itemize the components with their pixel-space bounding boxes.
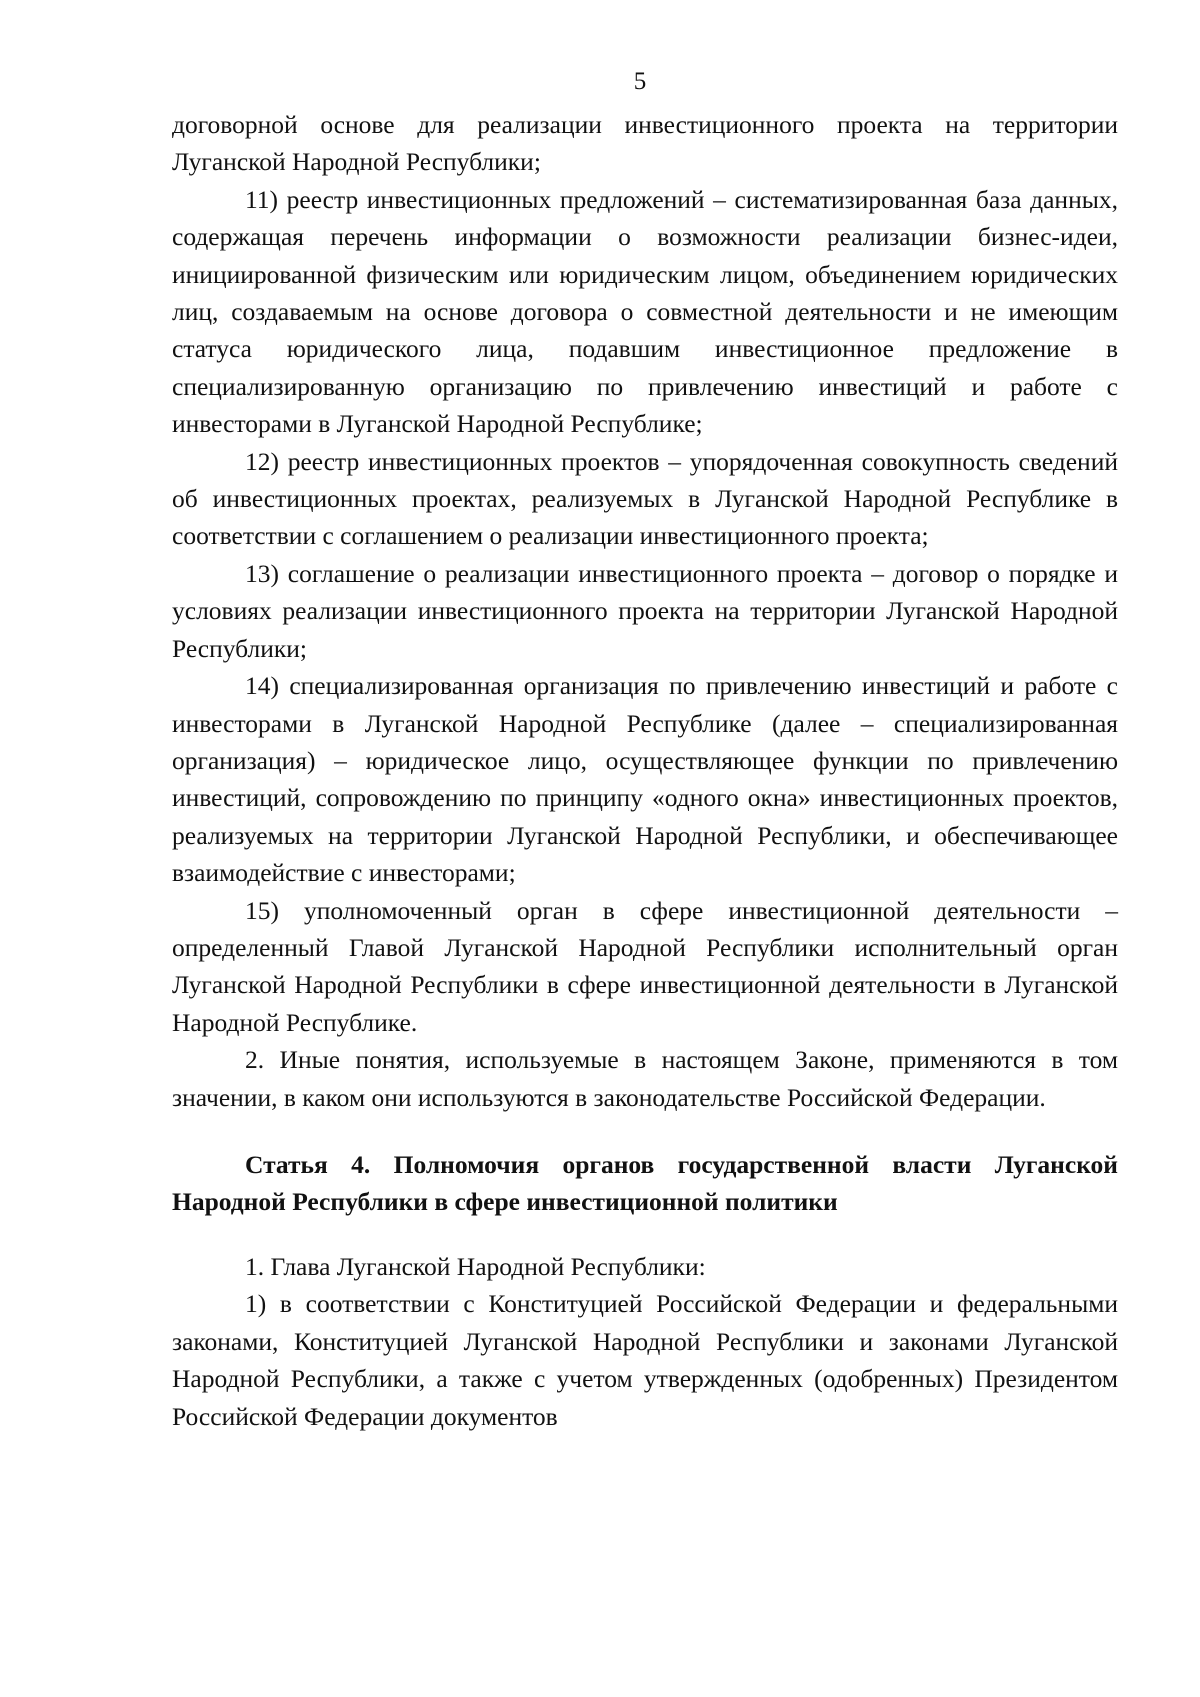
article-paragraph-2: 1) в соответствии с Конституцией Российской Федерации и федеральными законами, Конституцией Луганской Народной Республики и законами Луганской Народной Республики, а также с учетом утвержденных (одобренных) Президентом Российской Федерации документов — [172, 1289, 1118, 1431]
paragraph-item-14: 14) специализированная организация по привлечению инвестиций и работе с инвесторами в Луганской Народной Республике (далее – специализированная организация) – юридическое лицо, осуществляющее функции по привлечению инвестиций, сопровождению по принципу «одного окна» инвестиционных проектов, реализуемых на территории Луганской Народной Республики, и обеспечивающее взаимодействие с инвесторами; — [172, 671, 1118, 888]
paragraph-continuation: договорной основе для реализации инвестиционного проекта на территории Луганской Народной Республики; — [172, 110, 1118, 177]
article-heading: Статья 4. Полномочия органов государственной власти Луганской Народной Республики в сфере инвестиционной политики — [172, 1149, 1118, 1216]
paragraph-item-13: 13) соглашение о реализации инвестиционного проекта – договор о порядке и условиях реализации инвестиционного проекта на территории Луганской Народной Республики; — [172, 558, 1118, 663]
article-paragraph-1: 1. Глава Луганской Народной Республики: — [245, 1251, 706, 1281]
paragraph-item-15: 15) уполномоченный орган в сфере инвестиционной деятельности – определенный Главой Луганской Народной Республики исполнительный орган Луганской Народной Республики в сфере инвестиционной деятельности в Луганской Народной Республике. — [172, 895, 1118, 1037]
paragraph-item-11: 11) реестр инвестиционных предложений – систематизированная база данных, содержащая перечень информации о возможности реализации бизнес-идеи, инициированной физическим или юридическим лицом, объединением юридических лиц, создаваемым на основе договора о совместной деятельности и не имеющим статуса юридического лица, подавшим инвестиционное предложение в специализированную организацию по привлечению инвестиций и работе с инвесторами в Луганской Народной Республике; — [172, 184, 1118, 439]
paragraph-item-12: 12) реестр инвестиционных проектов – упорядоченная совокупность сведений об инвестиционных проектах, реализуемых в Луганской Народной Республике в соответствии с соглашением о реализации инвестиционного проекта; — [172, 446, 1118, 551]
document-body — [172, 106, 1118, 1435]
page-number: 5 — [633, 68, 647, 95]
paragraph-clause-2: 2. Иные понятия, используемые в настоящем Законе, применяются в том значении, в каком они используются в законодательстве Российской Федерации. — [172, 1045, 1118, 1112]
